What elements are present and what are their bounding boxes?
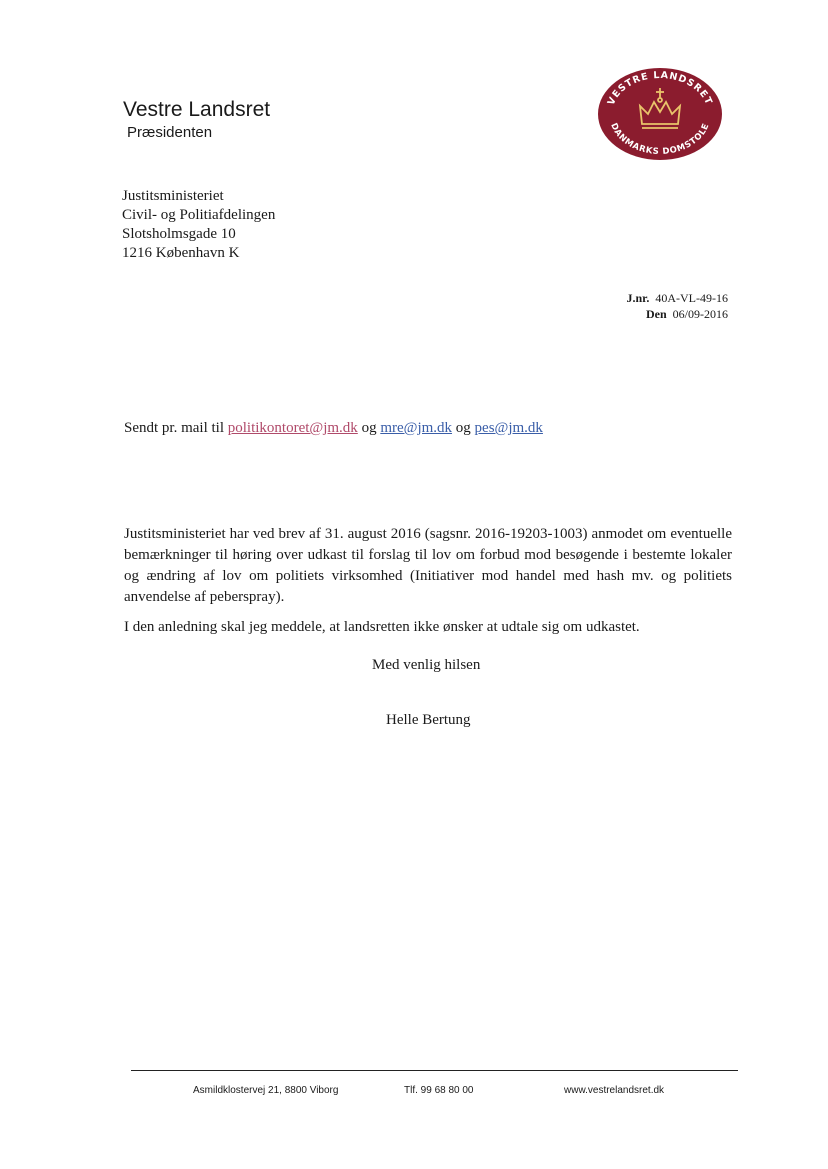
- sent-prefix: Sendt pr. mail til: [124, 420, 224, 436]
- recipient-line-4: 1216 København K: [122, 245, 240, 261]
- organization-subtitle: Præsidenten: [127, 124, 213, 141]
- seal-bottom-text: DANMARKS DOMSTOLE: [608, 121, 712, 158]
- recipient-line-1: Justitsministeriet: [122, 188, 224, 204]
- email-link-mre[interactable]: mre@jm.dk: [380, 420, 453, 436]
- date-label: Den: [645, 307, 667, 321]
- date-value: 06/09-2016: [672, 307, 728, 321]
- sent-joiner-2: og: [455, 420, 471, 436]
- journal-number-value: 40A-VL-49-16: [655, 291, 728, 305]
- date-row: [626, 306, 728, 322]
- seal-top-text: VESTRE LANDSRET: [605, 69, 715, 107]
- reference-block: [626, 290, 728, 322]
- email-link-pes[interactable]: pes@jm.dk: [474, 420, 543, 436]
- journal-number-label: J.nr.: [626, 291, 650, 305]
- email-link-politikontoret[interactable]: politikontoret@jm.dk: [227, 420, 358, 436]
- body-paragraph-2: I den anledning skal jeg meddele, at landsretten ikke ønsker at udtale sig om udkastet.: [124, 619, 640, 635]
- journal-number-row: [626, 290, 728, 306]
- court-seal-logo: [596, 66, 724, 162]
- sent-by-mail-line: [124, 420, 543, 437]
- organization-name: Vestre Landsret: [123, 98, 271, 121]
- signature-name: Helle Bertung: [386, 712, 471, 728]
- closing-greeting: Med venlig hilsen: [372, 657, 481, 673]
- sent-joiner-1: og: [361, 420, 377, 436]
- footer-divider: [131, 1070, 738, 1071]
- body-paragraph-1: Justitsministeriet har ved brev af 31. august 2016 (sagsnr. 2016-19203-1003) anmodet om eventuelle bemærkninger til høring over udkast til forslag til lov om forbud mod besøgende i bestemte lokaler og ændring af lov om politiets virksomhed (Initiativer mod handel med hash mv. og politiets anvendelse af peberspray).: [124, 526, 732, 605]
- recipient-line-3: Slotsholmsgade 10: [122, 226, 236, 242]
- footer-phone: Tlf. 99 68 80 00: [404, 1085, 474, 1096]
- footer-website-link[interactable]: www.vestrelandsret.dk: [564, 1085, 665, 1096]
- recipient-line-2: Civil- og Politiafdelingen: [122, 207, 276, 223]
- footer-address: Asmildklostervej 21, 8800 Viborg: [193, 1085, 339, 1096]
